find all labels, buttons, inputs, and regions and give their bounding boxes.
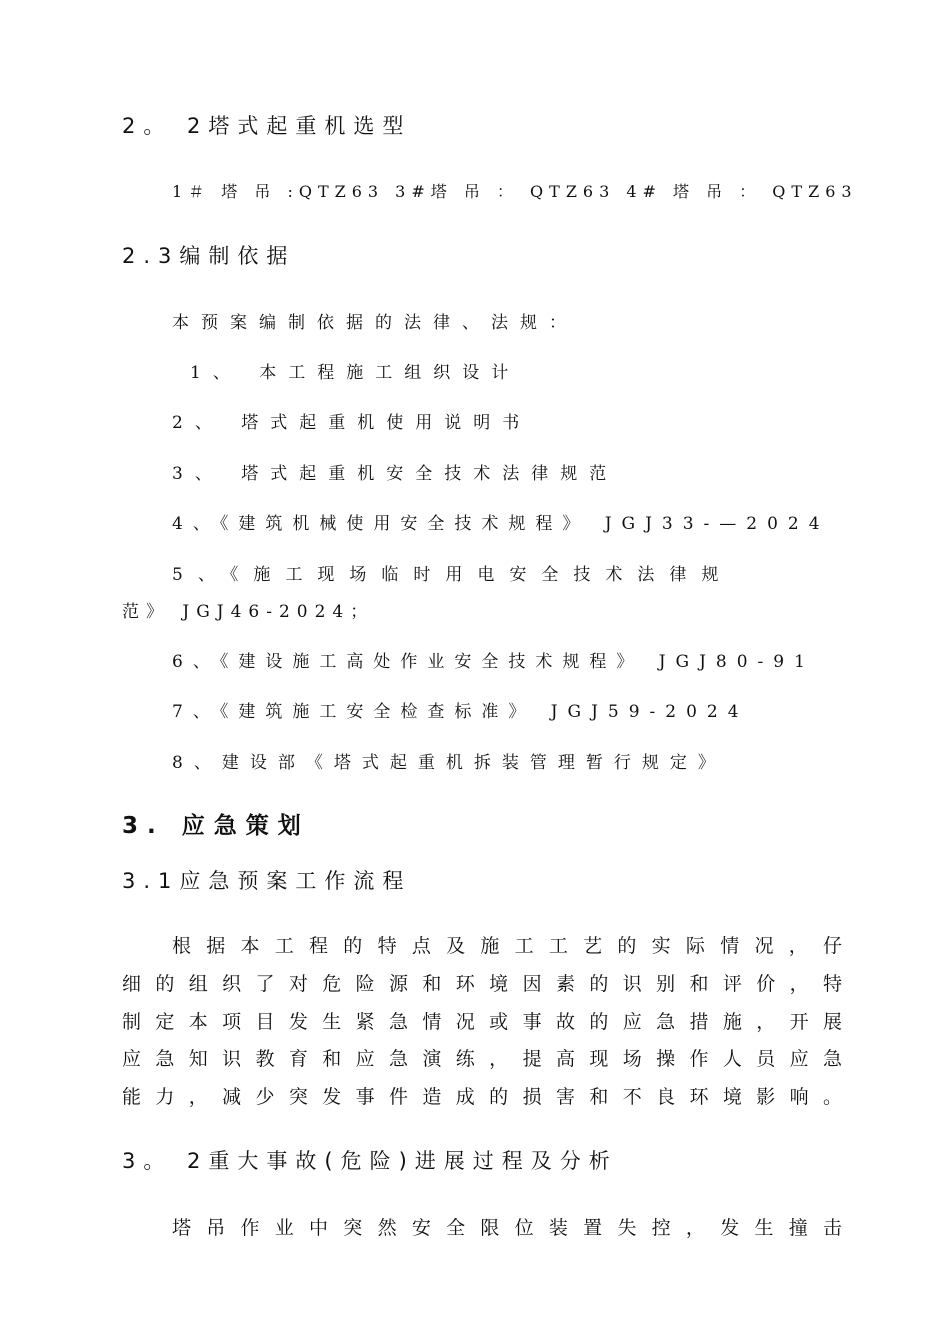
basis-item: 5、《施工现场临时用电安全技术法律规 [172,565,734,585]
crane-model-list: 1＃ 塔 吊 :QTZ63 3#塔 吊 ： QTZ63 4# 塔 吊 ： QTZ63 [172,182,858,201]
basis-item: 3、 塔式起重机安全技术法律规范 [172,464,619,484]
section-3-2-heading: 3。 2重大事故(危险)进展过程及分析 [122,1149,618,1173]
basis-item: 2、 塔式起重机使用说明书 [172,413,532,433]
paragraph-line: 能力，减少突发事件造成的损害和不良环境影响。 [122,1086,844,1108]
basis-intro: 本预案编制依据的法律、法规： [172,313,578,333]
section-3-heading: 3. 应急策划 [122,813,310,839]
section-2-3-heading: 2.3编制依据 [122,244,296,268]
basis-item: 7、《建筑施工安全检查标准》 JGJ59-2024 [172,702,749,722]
basis-item: 4、《建筑机械使用安全技术规程》 JGJ33-—2024 [172,514,830,534]
basis-item: 8、建设部《塔式起重机拆装管理暂行规定》 [172,753,726,773]
paragraph-line: 细的组织了对危险源和环境因素的识别和评价，特 [122,973,844,995]
section-2-2-heading: 2。 2塔式起重机选型 [122,114,412,138]
paragraph-line: 应急知识教育和应急演练，提高现场操作人员应急 [122,1048,844,1070]
basis-item-continued: 范》 JGJ46-2024； [122,602,375,622]
section-3-1-heading: 3.1应急预案工作流程 [122,869,412,893]
paragraph-line: 根据本工程的特点及施工工艺的实际情况，仔 [172,935,844,957]
basis-item: 1、 本工程施工组织设计 [190,363,521,383]
paragraph-line: 制定本项目发生紧急情况或事故的应急措施，开展 [122,1011,844,1033]
basis-item: 6、《建设施工高处作业安全技术规程》 JGJ80-91 [172,652,815,672]
paragraph-line: 塔吊作业中突然安全限位装置失控，发生撞击 [172,1217,844,1239]
